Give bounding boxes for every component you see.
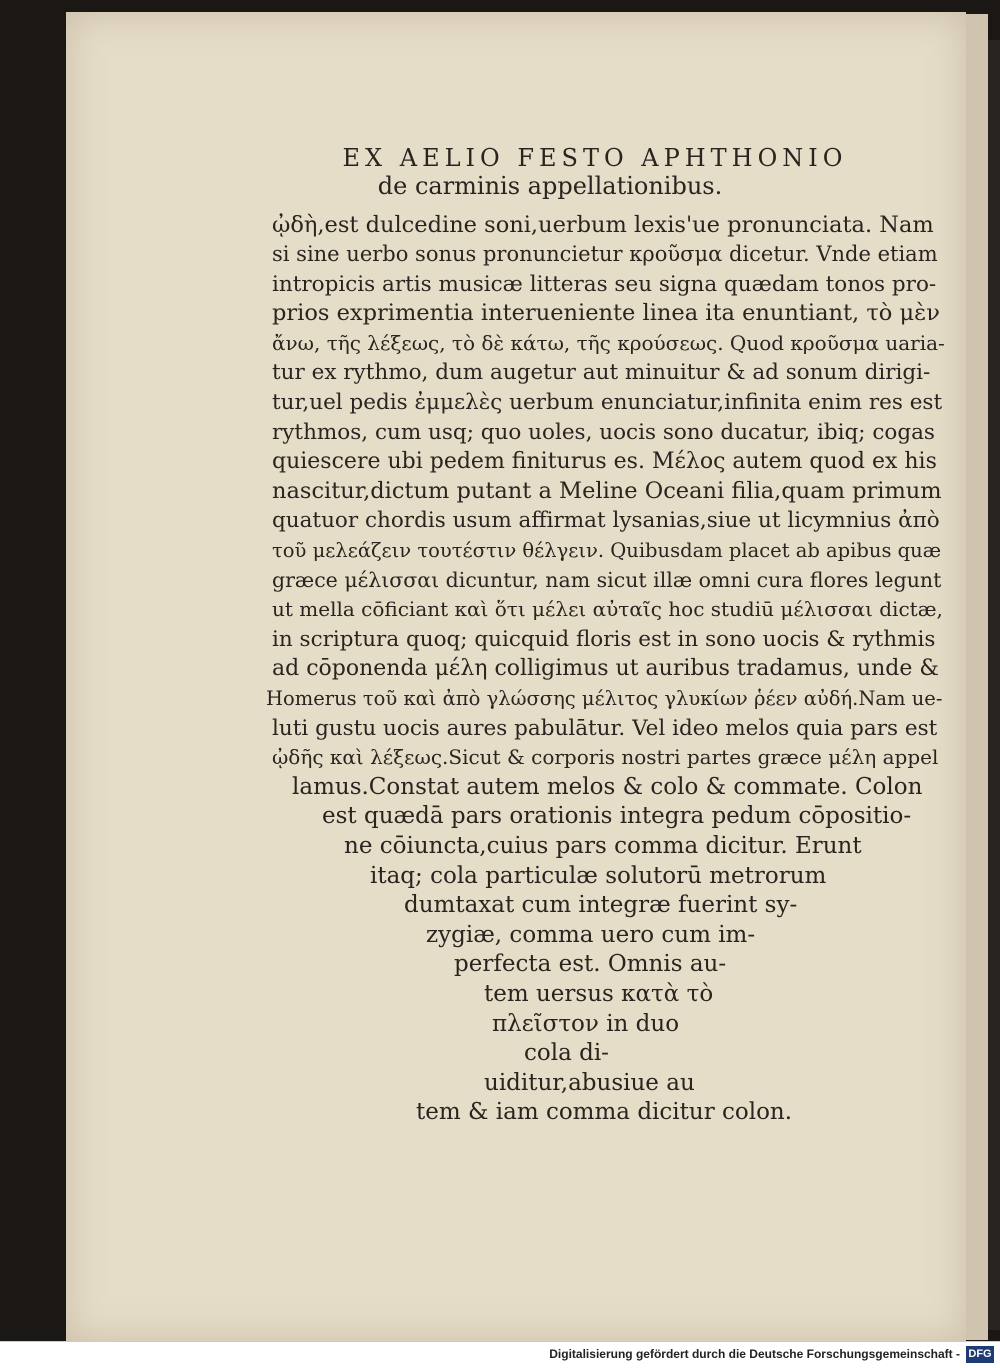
- text-line: intropicis artis musicæ litteras seu signa quædam tonos pro-: [272, 272, 937, 297]
- text-line: tur ex rythmo, dum augetur aut minuitur & ad sonum dirigi-: [272, 360, 931, 385]
- text-line: ᾠδῆς καὶ λέξεως.Sicut & corporis nostri partes græce μέλη appel: [272, 745, 939, 769]
- text-line: tem & iam comma dicitur colon.: [416, 1099, 793, 1125]
- text-line: nascitur,dictum putant a Meline Oceani filia,quam primum: [272, 478, 942, 504]
- text-line: ut mella cōficiant καὶ ὅτι μέλει αὐταῖς hoc studiū μέλισσαι dictæ,: [272, 597, 943, 621]
- text-line: si sine uerbo sonus pronuncietur κροῦσμα dicetur. Vnde etiam: [272, 242, 938, 266]
- text-line: prios exprimentia interueniente linea ita enuntiant, τὸ μὲν: [272, 300, 940, 326]
- text-line: est quædā pars orationis integra pedum cōpositio-: [322, 803, 912, 829]
- text-line: græce μέλισσαι dicuntur, nam sicut illæ omni cura flores legunt: [272, 568, 942, 592]
- text-line: perfecta est. Omnis au-: [454, 951, 727, 977]
- text-line: dumtaxat cum integræ fuerint sy-: [404, 892, 798, 918]
- text-line: tem uersus κατὰ τὸ: [484, 981, 714, 1007]
- funding-notice: Digitalisierung gefördert durch die Deutsche Forschungsgemeinschaft -: [549, 1347, 960, 1361]
- text-line: τοῦ μελεάζειν τουτέστιν θέλγειν. Quibusdam placet ab apibus quæ: [272, 539, 942, 562]
- text-line: zygiæ, comma uero cum im-: [426, 922, 756, 948]
- page-heading: EX AELIO FESTO APHTHONIO: [342, 144, 848, 172]
- page-subheading: de carminis appellationibus.: [377, 172, 723, 200]
- text-line: itaq; cola particulæ solutorū metrorum: [370, 863, 827, 889]
- text-line: luti gustu uocis aures pabulātur. Vel ideo melos quia pars est: [272, 716, 938, 741]
- page-gutter-shadow: [988, 40, 1000, 1330]
- text-line: cola di-: [524, 1040, 609, 1066]
- text-line: ad cōponenda μέλη colligimus ut auribus tradamus, unde &: [272, 656, 939, 681]
- text-line: quiescere ubi pedem finiturus es. Μέλος autem quod ex his: [272, 449, 937, 474]
- text-line: tur,uel pedis ἐμμελὲς uerbum enunciatur,infinita enim res est: [272, 390, 943, 415]
- text-line: ne cōiuncta,cuius pars comma dicitur. Erunt: [344, 833, 862, 859]
- text-line: uiditur,abusiue au: [484, 1070, 695, 1096]
- footer-bar: [0, 1341, 1000, 1368]
- dfg-logo[interactable]: DFG: [966, 1346, 994, 1363]
- text-line: quatuor chordis usum affirmat lysanias,siue ut licymnius ἀπὸ: [272, 508, 940, 533]
- text-line: rythmos, cum usq; quo uoles, uocis sono ducatur, ibiq; cogas: [272, 420, 935, 445]
- text-line: Homerus τοῦ καὶ ἀπὸ γλώσσης μέλιτος γλυκίων ῥέεν αὐδή.Nam ue-: [266, 687, 943, 710]
- facing-page-edge: [966, 14, 988, 1340]
- text-line: ἄνω, τῆς λέξεως, τὸ δὲ κάτω, τῆς κρούσεως. Quod κροῦσμα uaria-: [272, 331, 945, 355]
- text-line: lamus.Constat autem melos & colo & commate. Colon: [292, 774, 923, 800]
- text-line: in scriptura quoq; quicquid floris est in sono uocis & rythmis: [272, 627, 936, 652]
- text-line: πλεῖστον in duo: [492, 1011, 680, 1037]
- text-line: ᾠδὴ,est dulcedine soni,uerbum lexis'ue pronunciata. Nam: [272, 212, 934, 238]
